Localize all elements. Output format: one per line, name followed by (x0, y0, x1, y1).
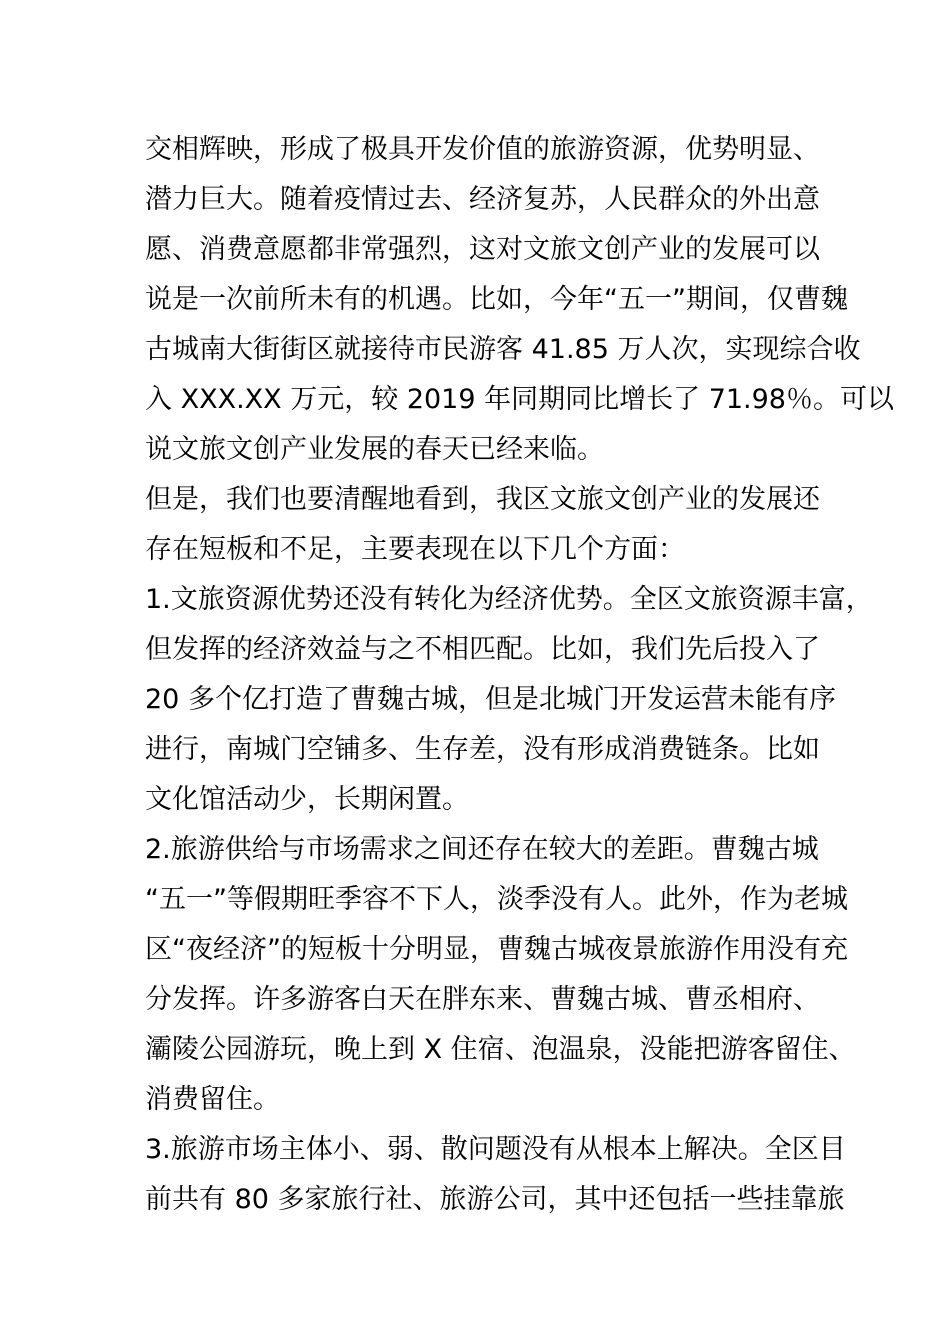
text-line-15: 2.旅游供给与市场需求之间还存在较大的差距。曹魏古城 (145, 834, 819, 865)
text-line-18: 分发挥。许多游客白天在胖东来、曹魏古城、曹丞相府、 (145, 984, 820, 1015)
text-line-9: 存在短板和不足，主要表现在以下几个方面： (145, 534, 685, 565)
text-line-21: 3.旅游市场主体小、弱、散问题没有从根本上解决。全区目 (145, 1134, 846, 1165)
text-line-11: 但发挥的经济效益与之不相匹配。比如，我们先后投入了 (145, 634, 820, 665)
text-line-6: 入 XXX.XX 万元，较 2019 年同期同比增长了 71.98％。可以 (145, 384, 894, 415)
text-line-2: 潜力巨大。随着疫情过去、经济复苏，人民群众的外出意 (145, 184, 820, 215)
text-line-20: 消费留住。 (145, 1084, 280, 1115)
text-line-19: 灞陵公园游玩，晚上到 X 住宿、泡温泉，没能把游客留住、 (145, 1034, 856, 1065)
text-line-14: 文化馆活动少，长期闲置。 (145, 784, 469, 815)
text-line-5: 古城南大街街区就接待市民游客 41.85 万人次，实现综合收 (145, 334, 861, 365)
text-line-12: 20 多个亿打造了曹魏古城，但是北城门开发运营未能有序 (145, 684, 836, 715)
text-line-3: 愿、消费意愿都非常强烈，这对文旅文创产业的发展可以 (145, 234, 820, 265)
text-line-16: “五一”等假期旺季容不下人，淡季没有人。此外，作为老城 (145, 884, 848, 915)
text-line-13: 进行，南城门空铺多、生存差，没有形成消费链条。比如 (145, 734, 820, 765)
text-line-10: 1.文旅资源优势还没有转化为经济优势。全区文旅资源丰富， (145, 584, 873, 615)
text-line-8: 但是，我们也要清醒地看到，我区文旅文创产业的发展还 (145, 484, 820, 515)
text-line-22: 前共有 80 多家旅行社、旅游公司，其中还包括一些挂靠旅 (145, 1184, 845, 1215)
text-line-4: 说是一次前所未有的机遇。比如，今年“五一”期间，仅曹魏 (145, 284, 848, 315)
text-line-17: 区“夜经济”的短板十分明显，曹魏古城夜景旅游作用没有充 (145, 934, 848, 965)
text-line-1: 交相辉映，形成了极具开发价值的旅游资源，优势明显、 (145, 134, 820, 165)
text-line-7: 说文旅文创产业发展的春天已经来临。 (145, 434, 604, 465)
